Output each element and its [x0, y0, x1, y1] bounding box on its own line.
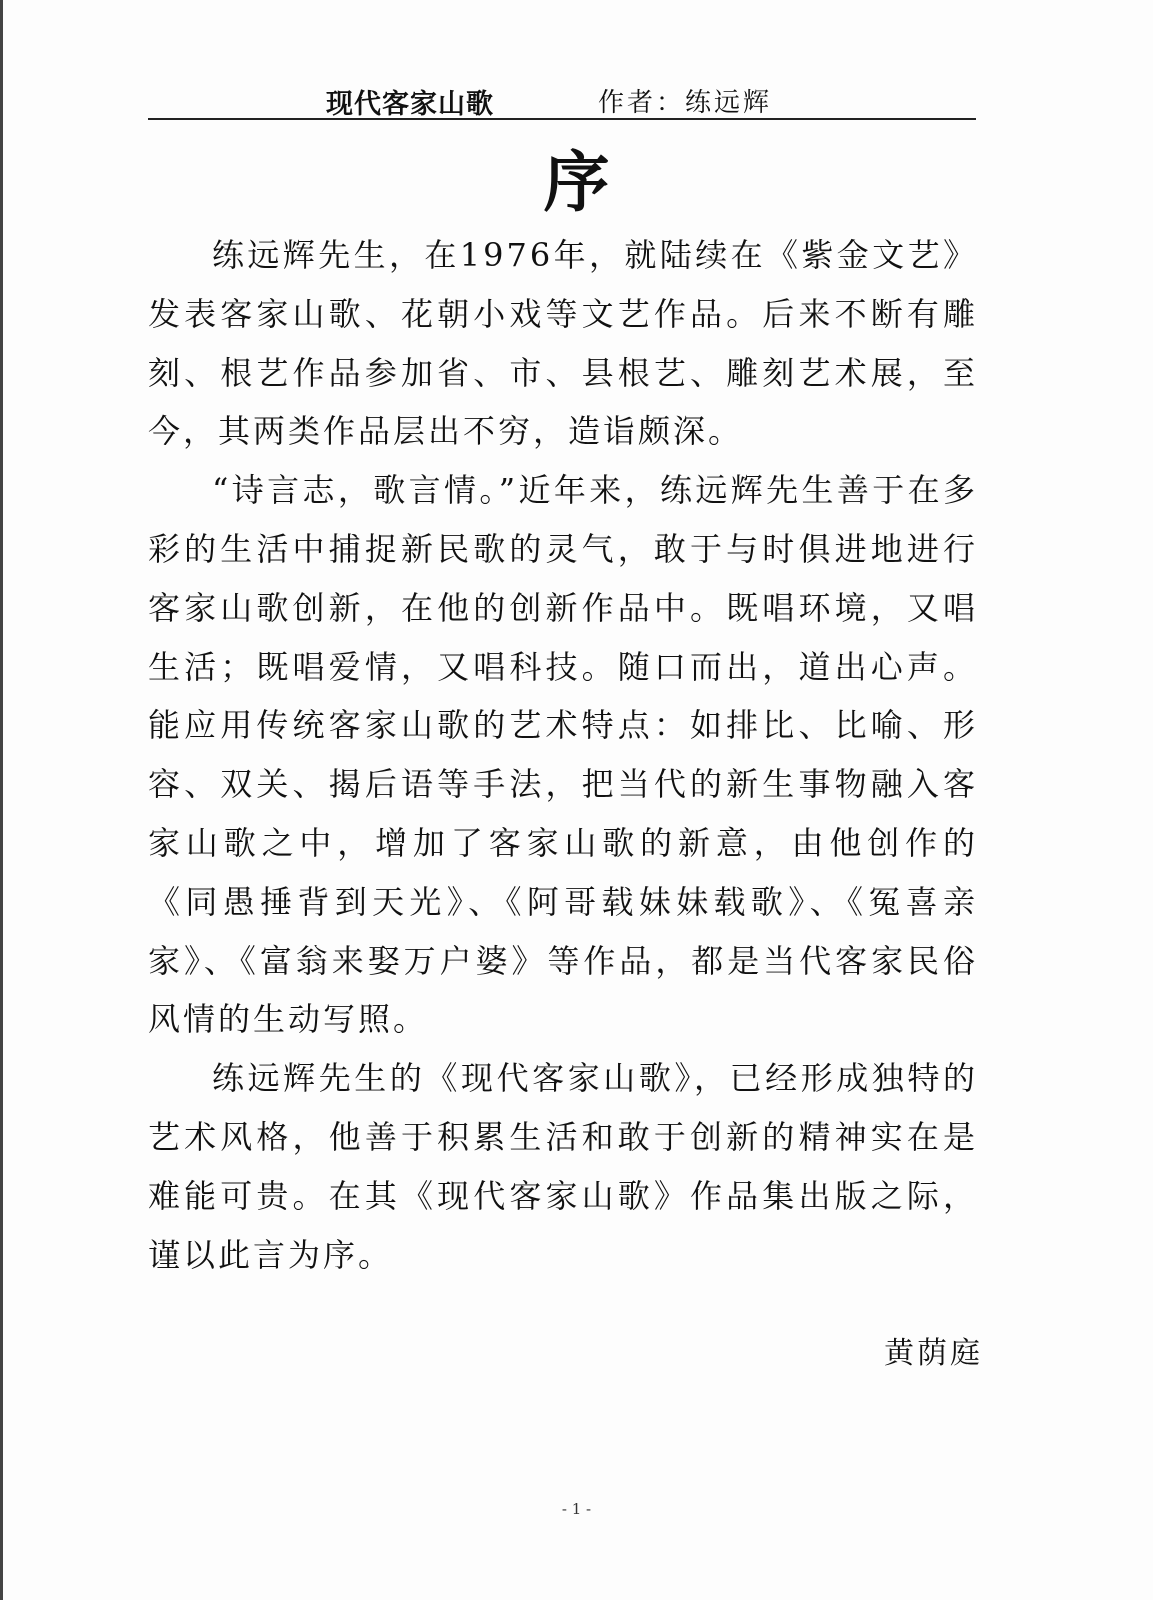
preface-body	[148, 226, 978, 1284]
header-book-title: 现代客家山歌	[326, 89, 494, 120]
signature: 黄荫庭	[884, 1336, 983, 1371]
header-author: 作者：练远辉	[598, 88, 773, 118]
scan-edge	[0, 0, 3, 1600]
header-rule	[148, 118, 976, 120]
paragraph-2: “诗言志，歌言情。”近年来，练远辉先生善于在多彩的生活中捕捉新民歌的灵气，敢于与时俱进地进行客家山歌创新，在他的创新作品中。既唱环境，又唱生活；既唱爱情，又唱科技。随口而出，道出心声。能应用传统客家山歌的艺术特点：如排比、比喻、形容、双关、揭后语等手法，把当代的新生事物融入客家山歌之中，增加了客家山歌的新意，由他创作的《同愚捶背到天光》、《阿哥载妹妹载歌》、《冤喜亲家》、《富翁来娶万户婆》等作品，都是当代客家民俗风情的生动写照。	[148, 471, 978, 1039]
page-title: 序	[543, 144, 610, 221]
page-number: - 1 -	[561, 1500, 592, 1518]
running-header	[148, 80, 976, 120]
paragraph-3: 练远辉先生的《现代客家山歌》，已经形成独特的艺术风格，他善于积累生活和敢于创新的精神实在是难能可贵。在其《现代客家山歌》作品集出版之际，谨以此言为序。	[148, 1059, 978, 1274]
paragraph-1: 练远辉先生，在1976年，就陆续在《紫金文艺》发表客家山歌、花朝小戏等文艺作品。后来不断有雕刻、根艺作品参加省、市、县根艺、雕刻艺术展，至今，其两类作品层出不穷，造诣颇深。	[148, 236, 978, 451]
